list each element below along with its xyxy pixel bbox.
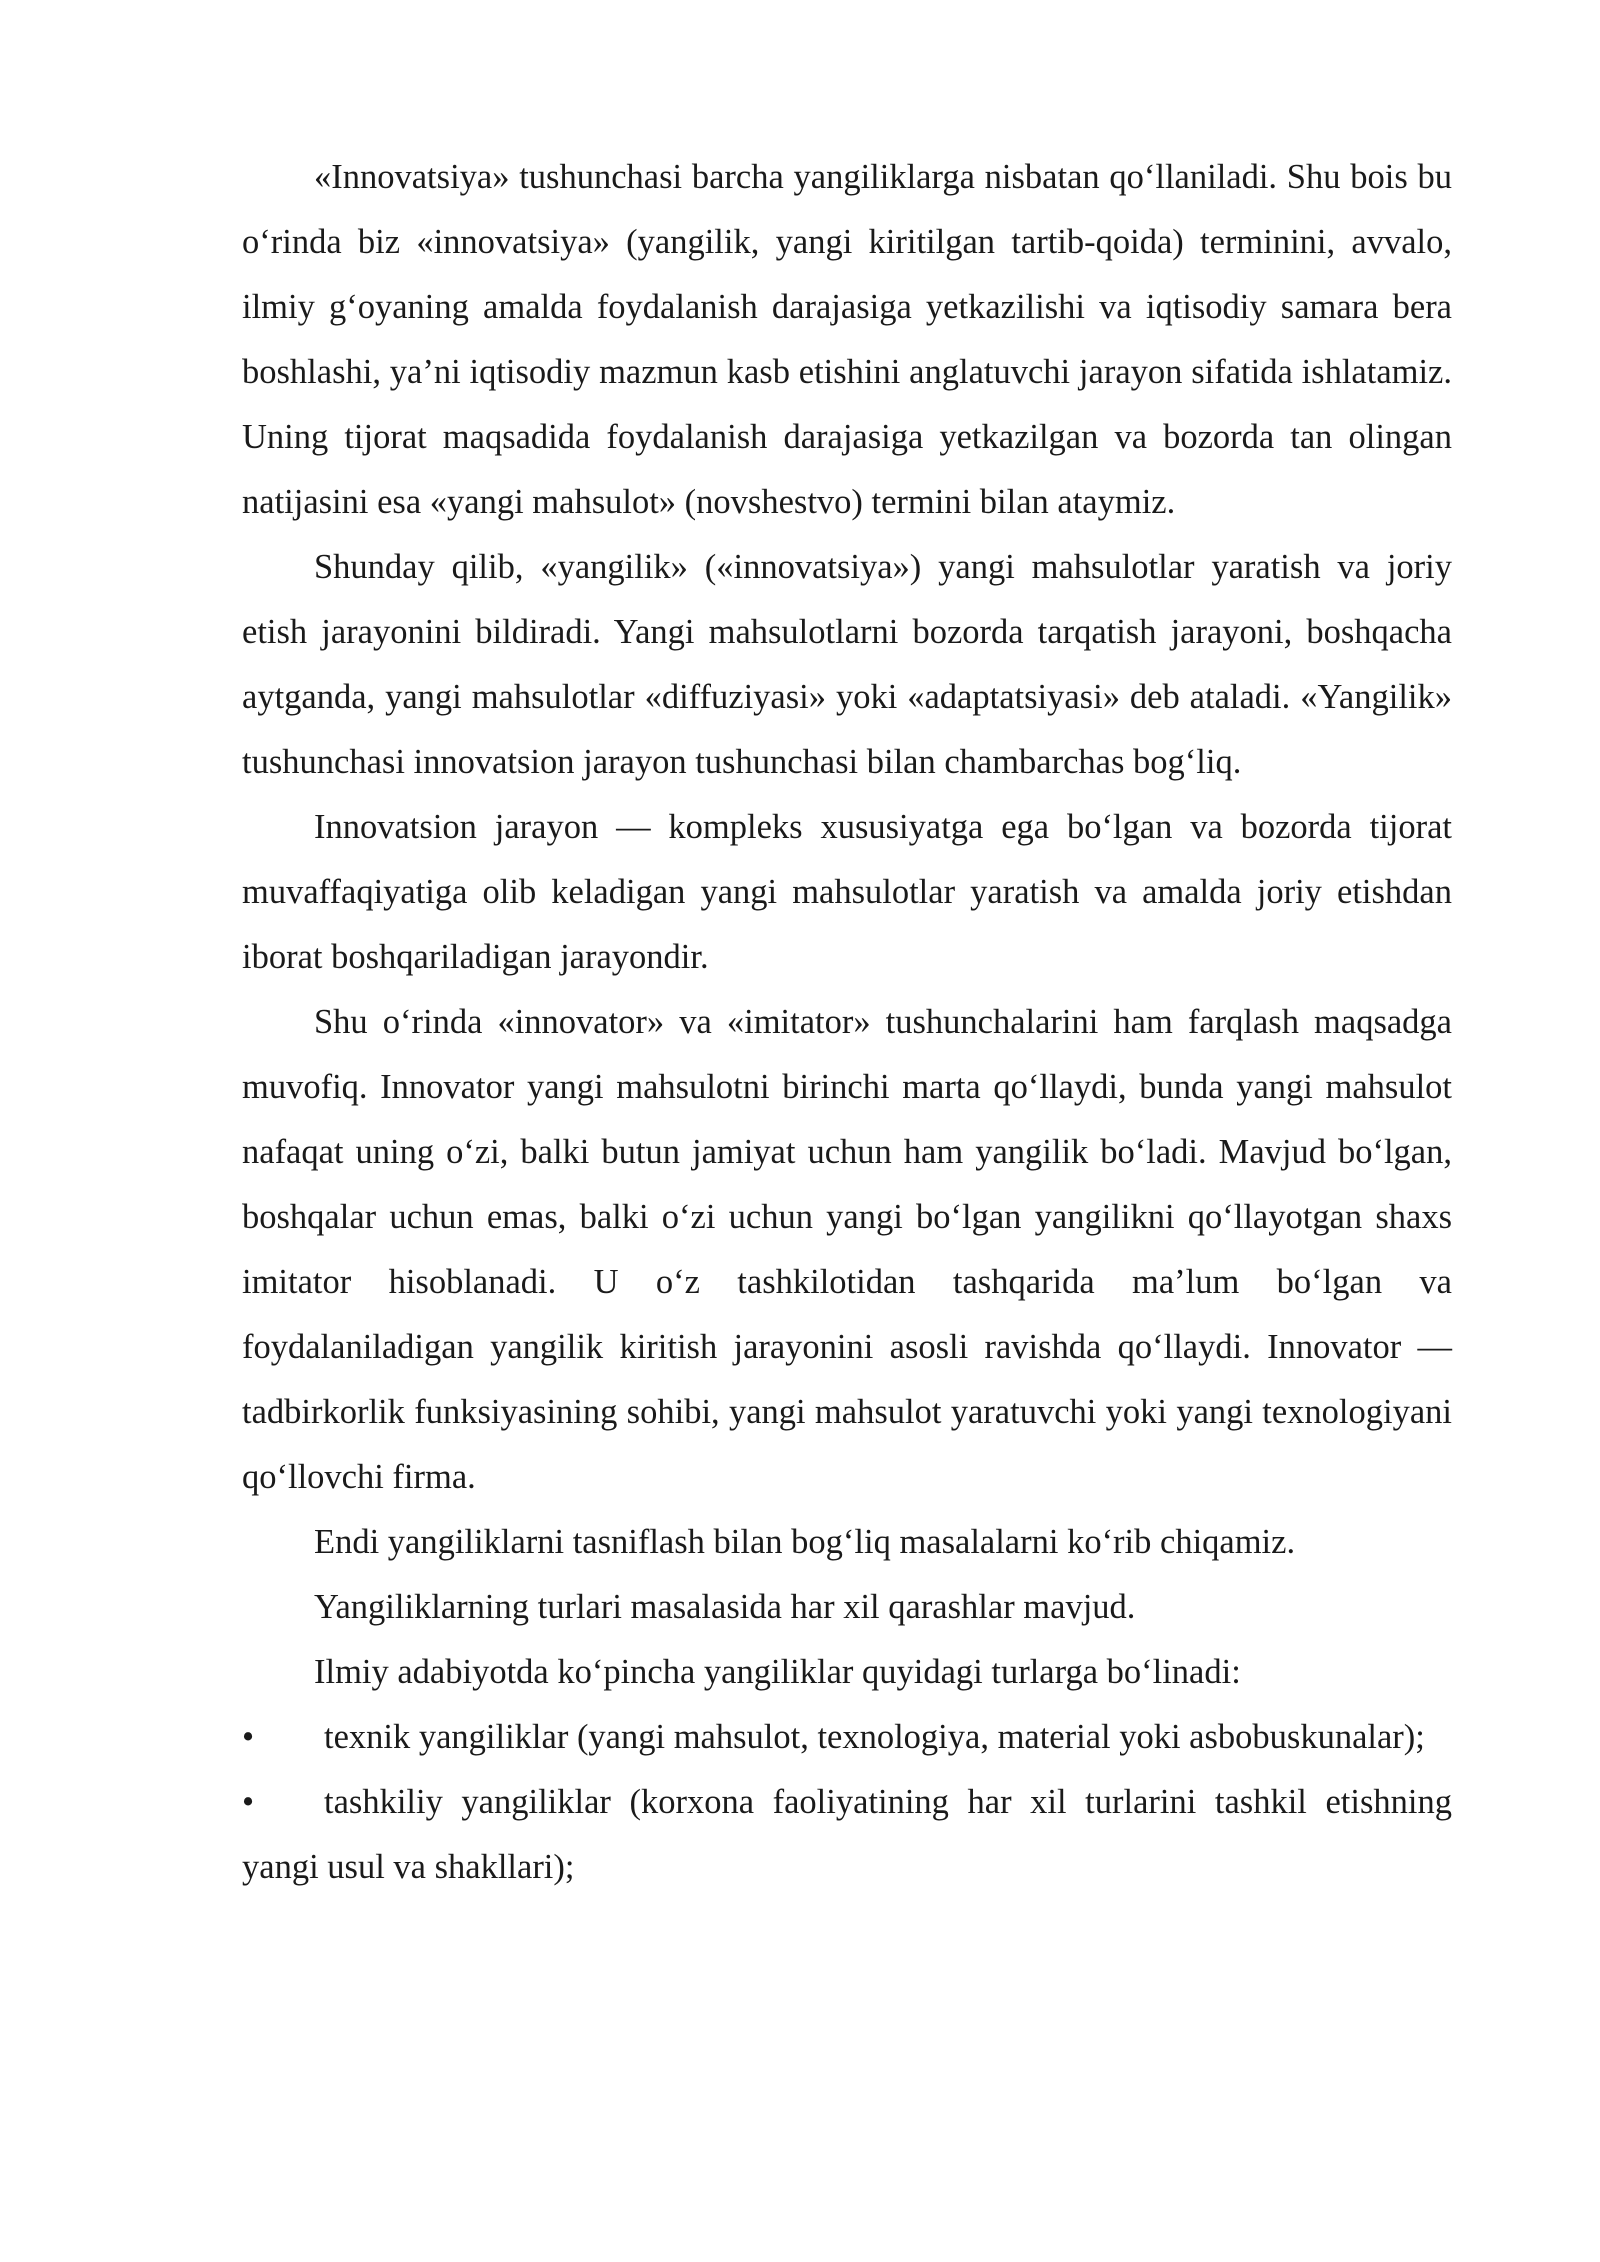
bullet-icon: • [242,1783,255,1821]
paragraph-types-list-intro: Ilmiy adabiyotda koʻpincha yangiliklar quyidagi turlarga boʻlinadi: [314,1653,1241,1691]
bullet-icon: • [242,1718,255,1756]
document-page [242,145,1452,1900]
paragraph-types-views: Yangiliklarning turlari masalasida har xil qarashlar mavjud. [314,1588,1136,1626]
paragraph-innovatsion-jarayon: Innovatsion jarayon — kompleks xususiyatga ega boʻlgan va bozorda tijorat muvaffaqiyatiga olib keladigan yangi mahsulotlar yaratish va amalda joriy etishdan iborat boshqariladigan jarayondir. [242,808,1452,976]
paragraph-innovatsiya-definition: «Innovatsiya» tushunchasi barcha yangiliklarga nisbatan qoʻllaniladi. Shu bois bu oʻrinda biz «innovatsiya» (yangilik, yangi kiritilgan tartib-qoida) terminini, avvalo, ilmiy gʻoyaning amalda foydalanish darajasiga yetkazilishi va iqtisodiy samara bera boshlashi, ya’ni iqtisodiy mazmun kasb etishini anglatuvchi jarayon sifatida ishlatamiz. Uning tijorat maqsadida foydalanish darajasiga yetkazilgan va bozorda tan olingan natijasini esa «yangi mahsulot» (novshestvo) termini bilan ataymiz. [242,158,1452,521]
list-item-text: tashkiliy yangiliklar (korxona faoliyatining har xil turlarini tashkil etishning yangi usul va shakllari); [242,1783,1452,1886]
paragraph-classification-intro: Endi yangiliklarni tasniflash bilan bogʻliq masalalarni koʻrib chiqamiz. [314,1523,1296,1561]
paragraph-yangilik-process: Shunday qilib, «yangilik» («innovatsiya») yangi mahsulotlar yaratish va joriy etish jarayonini bildiradi. Yangi mahsulotlarni bozorda tarqatish jarayoni, boshqacha aytganda, yangi mahsulotlar «diffuziyasi» yoki «adaptatsiyasi» deb ataladi. «Yangilik» tushunchasi innovatsion jarayon tushunchasi bilan chambarchas bogʻliq. [242,548,1452,781]
list-item-text: texnik yangiliklar (yangi mahsulot, texnologiya, material yoki asbobuskunalar); [324,1718,1425,1756]
paragraph-innovator-imitator: Shu oʻrinda «innovator» va «imitator» tushunchalarini ham farqlash maqsadga muvofiq. Innovator yangi mahsulotni birinchi marta qoʻllaydi, bunda yangi mahsulot nafaqat uning oʻzi, balki butun jamiyat uchun ham yangilik boʻladi. Mavjud boʻlgan, boshqalar uchun emas, balki oʻzi uchun yangi boʻlgan yangilikni qoʻllayotgan shaxs imitator hisoblanadi. U oʻz tashkilotidan tashqarida ma’lum boʻlgan va foydalaniladigan yangilik kiritish jarayonini asosli ravishda qoʻllaydi. Innovator — tadbirkorlik funksiyasining sohibi, yangi mahsulot yaratuvchi yoki yangi texnologiyani qoʻllovchi firma. [242,1003,1452,1496]
list-item-technical [242,1705,1452,1770]
list-item-organizational [242,1770,1452,1900]
